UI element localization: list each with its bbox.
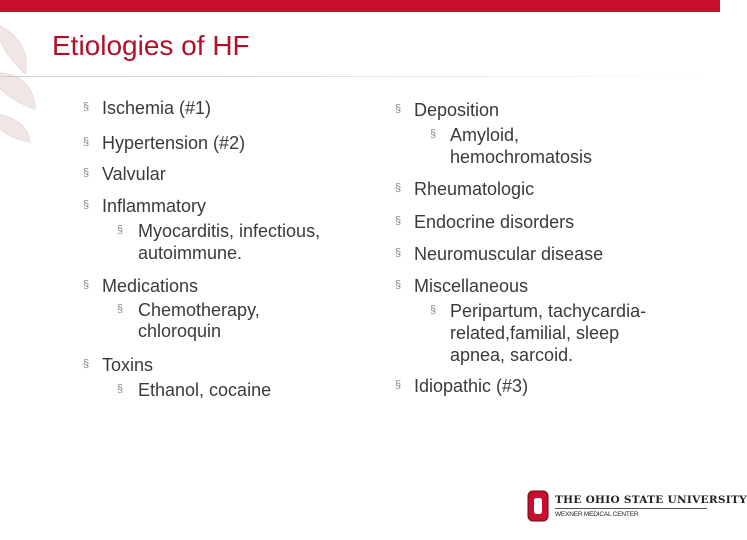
bullet-icon: § xyxy=(395,182,402,194)
item-miscellaneous: Miscellaneous xyxy=(414,276,529,296)
bullet-icon: § xyxy=(395,103,402,115)
item-deposition: Deposition xyxy=(414,100,500,120)
bullet-icon: § xyxy=(395,279,402,291)
subitem-peripartum-line1: Peripartum, tachycardia- xyxy=(450,301,647,321)
bullet-icon: § xyxy=(395,247,402,259)
subitem-amyloid-line1: Amyloid, xyxy=(450,125,520,145)
sub-bullet-icon: § xyxy=(117,224,124,236)
item-inflammatory: Inflammatory xyxy=(102,196,207,216)
subitem-chemotherapy-line1: Chemotherapy, xyxy=(138,300,260,320)
subitem-myocarditis-line2: autoimmune. xyxy=(138,243,243,263)
bullet-icon: § xyxy=(83,101,90,113)
bullet-icon: § xyxy=(83,279,90,291)
item-medications: Medications xyxy=(102,276,199,296)
top-accent-bar xyxy=(0,0,720,12)
bullet-icon: § xyxy=(83,199,90,211)
item-ischemia: Ischemia (#1) xyxy=(102,98,212,118)
item-rheumatologic: Rheumatologic xyxy=(414,179,535,199)
item-idiopathic: Idiopathic (#3) xyxy=(414,376,529,396)
bullet-icon: § xyxy=(83,167,90,179)
slide-title: Etiologies of HF xyxy=(52,30,250,61)
subitem-ethanol: Ethanol, cocaine xyxy=(138,380,272,400)
logo-medical-center: WEXNER MEDICAL CENTER xyxy=(555,511,639,518)
item-neuromuscular: Neuromuscular disease xyxy=(414,244,604,264)
sub-bullet-icon: § xyxy=(117,303,124,315)
subitem-peripartum-line2: related,familial, sleep xyxy=(450,323,620,343)
sub-bullet-icon: § xyxy=(430,304,437,316)
item-valvular: Valvular xyxy=(102,164,166,184)
subitem-peripartum-line3: apnea, sarcoid. xyxy=(450,345,574,365)
bullet-icon: § xyxy=(395,379,402,391)
block-o-icon xyxy=(527,490,549,522)
logo-university-name: THE OHIO STATE UNIVERSITY xyxy=(555,494,747,506)
item-hypertension: Hypertension (#2) xyxy=(102,133,246,153)
item-endocrine: Endocrine disorders xyxy=(414,212,575,232)
sub-bullet-icon: § xyxy=(430,128,437,140)
bullet-icon: § xyxy=(83,358,90,370)
title-divider xyxy=(0,76,720,77)
bullet-icon: § xyxy=(83,136,90,148)
osu-wexner-logo xyxy=(527,490,747,524)
subitem-amyloid-line2: hemochromatosis xyxy=(450,147,593,167)
item-toxins: Toxins xyxy=(102,355,154,375)
bullet-icon: § xyxy=(395,215,402,227)
sub-bullet-icon: § xyxy=(117,383,124,395)
subitem-myocarditis-line1: Myocarditis, infectious, xyxy=(138,221,321,241)
logo-divider xyxy=(555,508,707,509)
buckeye-leaf-watermark xyxy=(0,14,50,144)
subitem-chemotherapy-line2: chloroquin xyxy=(138,321,222,341)
